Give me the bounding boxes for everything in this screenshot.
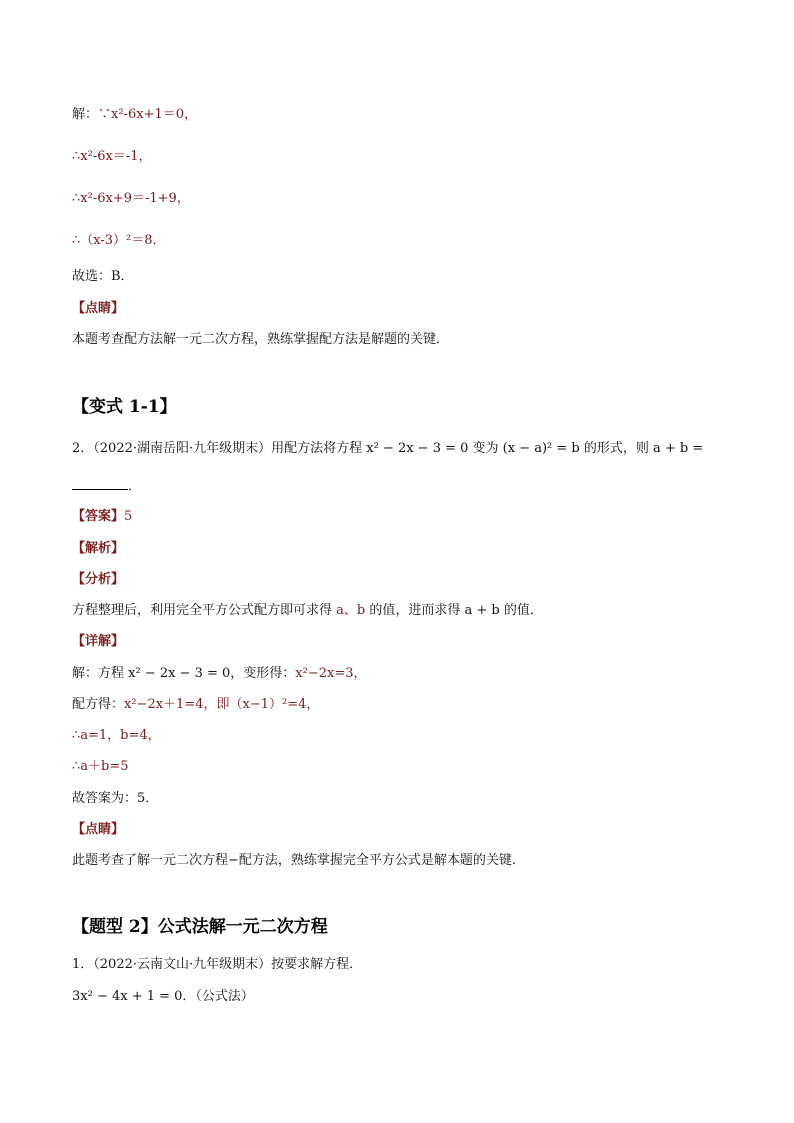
answer-blank-line: ． xyxy=(72,477,141,496)
text-line: 配方得：x²−2x＋1=4，即（x−1）²=4， xyxy=(72,697,320,712)
text-line: 故答案为：5． xyxy=(72,791,159,806)
answer-line: 【答案】5 xyxy=(72,509,133,524)
text-line: ∴（x-3）²＝8． xyxy=(72,233,166,248)
section-heading: 【变式 1-1】 xyxy=(72,397,177,417)
section-tag: 【分析】 xyxy=(72,572,125,587)
question-line: 2．（2022·湖南岳阳·九年级期末）用配方法将方程 x² − 2x − 3 = 0 变为 (x − a)² = b 的形式，则 a + b = xyxy=(72,441,704,456)
section-tag: 【解析】 xyxy=(72,541,125,556)
text-line: 解：∵x²-6x+1＝0， xyxy=(72,107,197,122)
text-line: 此题考查了解一元二次方程−配方法，熟练掌握完全平方公式是解本题的关键． xyxy=(72,853,525,868)
text-line: 解：方程 x² − 2x − 3 = 0，变形得：x²−2x=3， xyxy=(72,666,367,681)
text-line: ∴x²-6x＝-1， xyxy=(72,149,152,164)
question-line: 1．（2022·云南文山·九年级期末）按要求解方程． xyxy=(72,957,363,972)
section-tag: 【点睛】 xyxy=(72,822,125,837)
text-line: 故选：B． xyxy=(72,269,134,284)
section-tag: 【点睛】 xyxy=(72,301,125,316)
text-line: 本题考查配方法解一元二次方程，熟练掌握配方法是解题的关键． xyxy=(72,332,450,347)
text-line: ∴x²-6x+9＝-1+9， xyxy=(72,191,190,206)
answer-blank[interactable] xyxy=(72,477,128,490)
text-line: 方程整理后，利用完全平方公式配方即可求得 a、b 的值，进而求得 a + b 的值． xyxy=(72,603,543,618)
question-line: 3x² − 4x + 1 = 0．（公式法） xyxy=(72,989,254,1004)
text-line: ∴a=1，b=4， xyxy=(72,728,161,743)
section-heading: 【题型 2】公式法解一元二次方程 xyxy=(72,917,328,937)
text-line: ∴a＋b=5 xyxy=(72,759,129,774)
section-tag: 【详解】 xyxy=(72,634,125,649)
